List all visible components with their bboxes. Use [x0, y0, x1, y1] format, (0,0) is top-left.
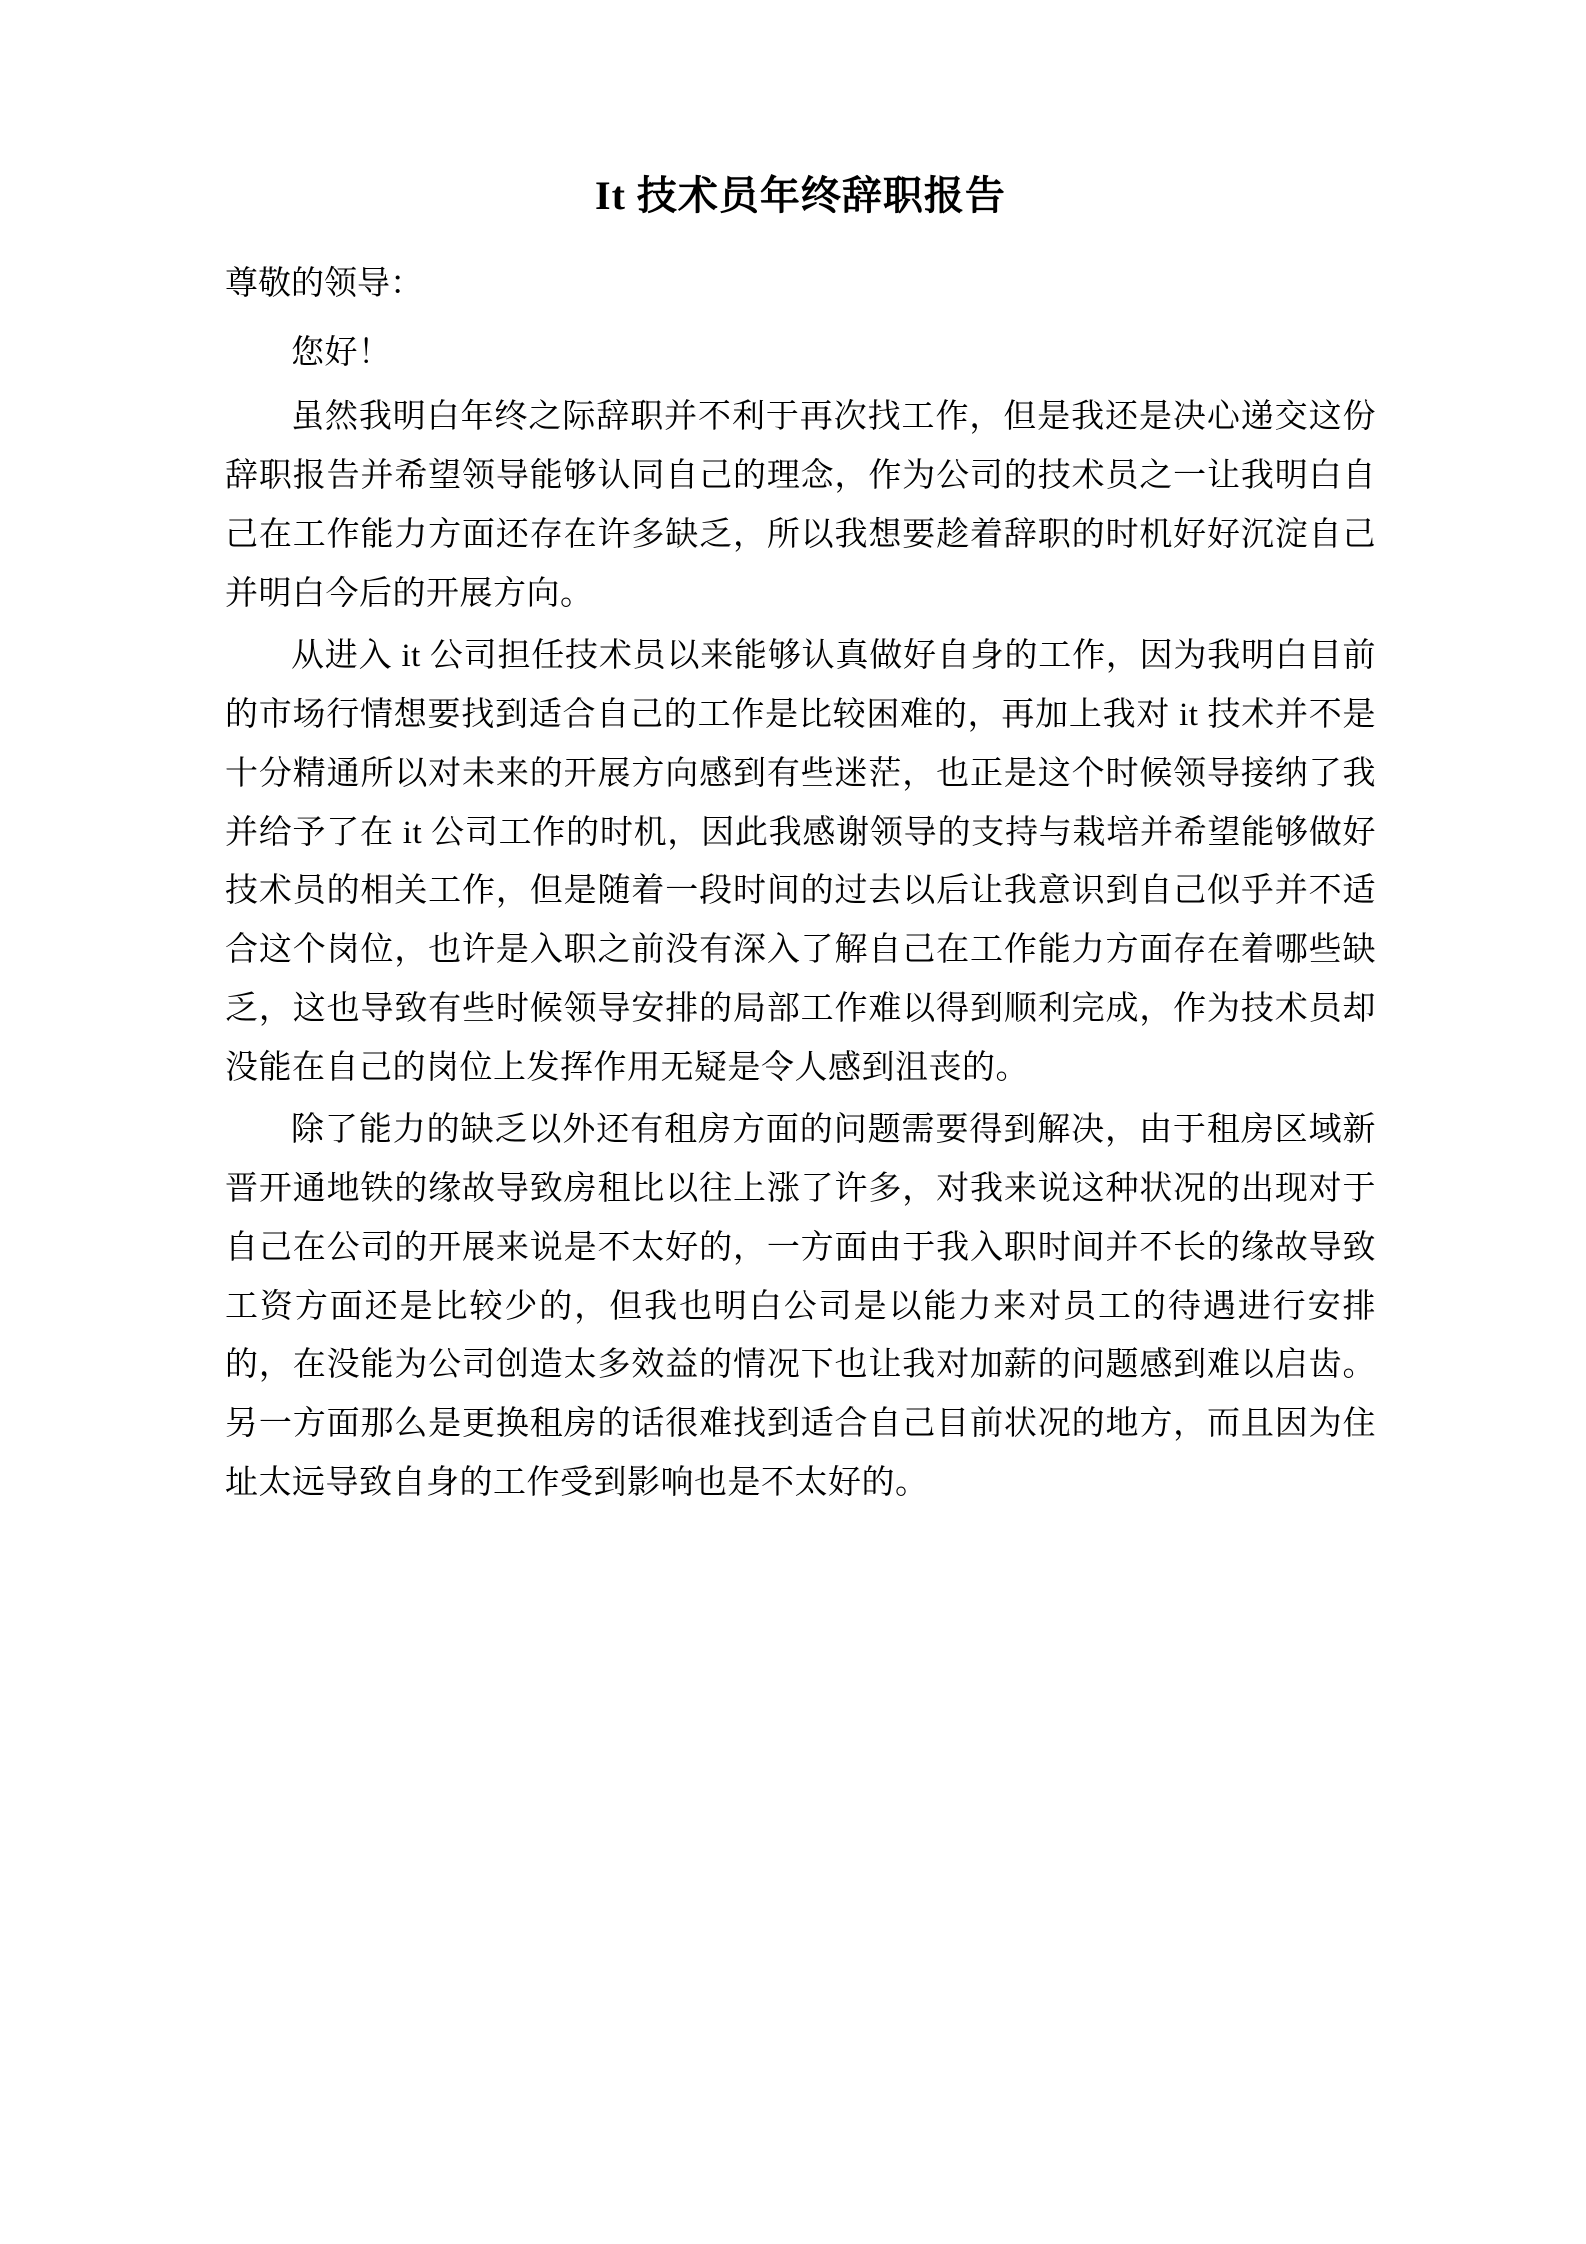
paragraph-1: 虽然我明白年终之际辞职并不利于再次找工作，但是我还是决心递交这份辞职报告并希望领导能够认同自己的理念，作为公司的技术员之一让我明白自己在工作能力方面还存在许多缺乏，所以我想要趁着辞职的时机好好沉淀自己并明白今后的开展方向。 [225, 399, 1376, 612]
paragraph-3: 除了能力的缺乏以外还有租房方面的问题需要得到解决，由于租房区域新晋开通地铁的缘故导致房租比以往上涨了许多，对我来说这种状况的出现对于自己在公司的开展来说是不太好的，一方面由于我入职时间并不长的缘故导致工资方面还是比较少的，但我也明白公司是以能力来对员工的待遇进行安排的，在没能为公司创造太多效益的情况下也让我对加薪的问题感到难以启齿。另一方面那么是更换租房的话很难找到适合自己目前状况的地方，而且因为住址太远导致自身的工作受到影响也是不太好的。 [225, 1112, 1376, 1501]
paragraph-greeting: 您好！ [291, 334, 392, 371]
paragraph-2: 从进入 it 公司担任技术员以来能够认真做好自身的工作，因为我明白目前的市场行情想要找到适合自己的工作是比较困难的，再加上我对 it 技术并不是十分精通所以对未来的开展方向感到有些迷茫，也正是这个时候领导接纳了我并给予了在 it 公司工作的时机，因此我感谢领导的支持与栽培并希望能够做好技术员的相关工作，但是随着一段时间的过去以后让我意识到自己似乎并不适合这个岗位，也许是入职之前没有深入了解自己在工作能力方面存在着哪些缺乏，这也导致有些时候领导安排的局部工作难以得到顺利完成，作为技术员却没能在自己的岗位上发挥作用无疑是令人感到沮丧的。 [225, 638, 1376, 1086]
salutation: 尊敬的领导： [225, 266, 423, 302]
page-title: It 技术员年终辞职报告 [595, 173, 1006, 218]
